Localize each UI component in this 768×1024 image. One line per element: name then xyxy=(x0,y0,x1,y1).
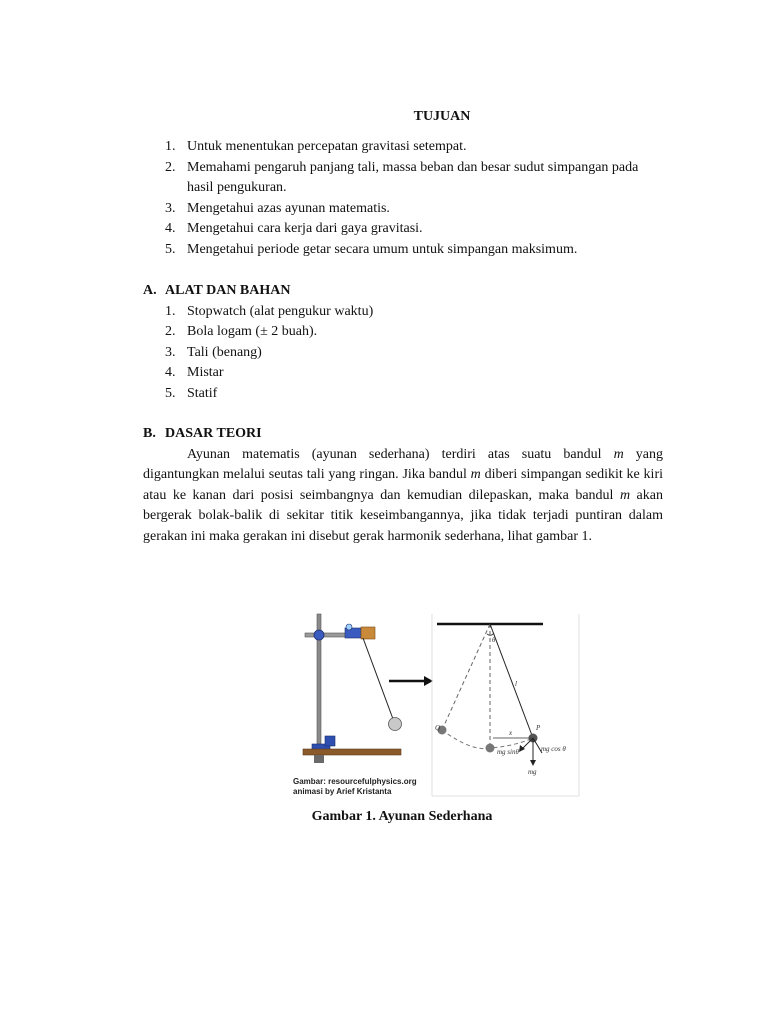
list-text: Mengetahui cara kerja dari gaya gravitasi. xyxy=(187,221,423,236)
list-number: 5. xyxy=(165,241,176,257)
heading-text: DASAR TEORI xyxy=(165,426,262,441)
alat-list xyxy=(143,302,663,405)
teori-section xyxy=(143,424,663,547)
list-item xyxy=(143,240,663,261)
figure-credit: Gambar: resourcefulphysics.org xyxy=(293,777,417,786)
force-mgcos-label: mg cos θ xyxy=(541,745,566,753)
list-number: 3. xyxy=(165,344,176,360)
math-symbol: m xyxy=(619,487,631,503)
angle-theta-label: θ xyxy=(492,636,496,644)
force-mgsin-label: mg sinθ xyxy=(497,748,519,756)
list-number: 3. xyxy=(165,200,176,216)
list-item xyxy=(143,158,663,199)
heading-text: ALAT DAN BAHAN xyxy=(165,283,291,298)
list-number: 4. xyxy=(165,221,176,236)
paragraph-text: Ayunan matematis (ayunan sederhana) terdiri atas suatu bandul xyxy=(187,446,614,462)
figure-credit: animasi by Arief Kristanta xyxy=(293,787,392,796)
math-symbol: m xyxy=(613,446,624,462)
tujuan-list xyxy=(143,137,663,260)
list-number: 4. xyxy=(165,365,176,380)
list-item xyxy=(143,219,663,240)
paragraph-text: diberi simpangan sedikit ke kiri atau ke kanan dari posisi seimbangnya dan kemudian dilepaskan, maka bandul xyxy=(143,467,663,503)
force-diagram xyxy=(435,624,566,776)
list-text: Memahami pengaruh panjang tali, massa beban dan besar sudut simpangan pada hasil pengukuran. xyxy=(187,159,639,195)
list-item xyxy=(143,363,663,384)
paragraph-text: akan bergerak bolak-balik di sekitar titik keseimbangannya, jika tidak terjadi puntiran dalam gerakan ini maka gerakan ini disebut gerak harmonik sederhana, lihat gambar 1. xyxy=(143,487,663,544)
list-number: 2. xyxy=(165,324,176,339)
point-q-label: Q xyxy=(435,724,441,732)
list-item xyxy=(143,322,663,343)
displacement-x-label: x xyxy=(509,729,513,737)
list-text: Bola logam (± 2 buah). xyxy=(187,324,318,339)
list-text: Mengetahui periode getar secara umum untuk simpangan maksimum. xyxy=(187,241,578,257)
figure-caption: Gambar 1. Ayunan Sederhana xyxy=(311,809,493,824)
list-text: Statif xyxy=(187,385,218,401)
list-number: 5. xyxy=(165,385,176,401)
paragraph-text: yang digantungkan melalui seutas tali yang ringan. Jika bandul xyxy=(143,446,663,483)
force-mg-label: mg xyxy=(528,768,537,776)
math-symbol: m xyxy=(470,467,481,483)
section-heading-teori xyxy=(143,424,663,445)
alat-section xyxy=(143,281,663,404)
point-p-label: P xyxy=(536,724,541,732)
list-number: 1. xyxy=(165,139,176,154)
heading-letter: A. xyxy=(143,283,157,298)
pendulum-figure xyxy=(287,606,583,800)
list-text: Mistar xyxy=(187,365,224,380)
list-text: Mengetahui azas ayunan matematis. xyxy=(187,200,390,216)
list-item xyxy=(143,343,663,364)
list-item xyxy=(143,199,663,220)
list-item xyxy=(143,384,663,405)
list-number: 2. xyxy=(165,159,176,175)
list-item xyxy=(143,302,663,323)
lab-stand-illustration xyxy=(293,614,433,796)
list-text: Untuk menentukan percepatan gravitasi setempat. xyxy=(187,139,467,154)
list-number: 1. xyxy=(165,303,176,319)
length-l-label: l xyxy=(515,680,517,688)
section-title-tujuan: TUJUAN xyxy=(413,109,471,124)
list-item xyxy=(143,137,663,158)
heading-letter: B. xyxy=(143,426,156,441)
section-heading-alat xyxy=(143,281,663,302)
theory-paragraph xyxy=(143,445,663,548)
list-text: Tali (benang) xyxy=(187,344,262,360)
list-text: Stopwatch (alat pengukur waktu) xyxy=(187,303,374,319)
